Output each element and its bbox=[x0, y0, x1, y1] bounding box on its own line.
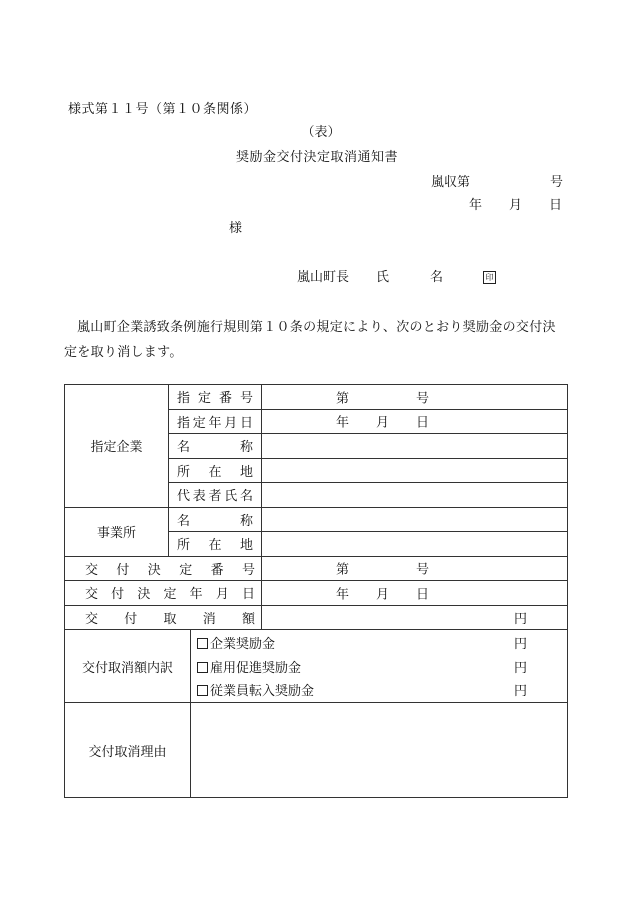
addressee: 様 bbox=[229, 221, 243, 236]
reference-suffix: 号 bbox=[550, 175, 564, 190]
table-row bbox=[65, 605, 568, 630]
reference-number bbox=[431, 176, 563, 189]
body-text: 嵐山町企業誘致条例施行規則第１０条の規定により、次のとおり奨励金の交付決定を取り消します。 bbox=[64, 320, 556, 360]
breakdown-item-unit: 円 bbox=[513, 684, 527, 699]
breakdown-item[interactable] bbox=[191, 654, 567, 678]
reason-value[interactable] bbox=[191, 703, 568, 798]
seal-mark: 印 bbox=[483, 271, 496, 284]
breakdown-item-unit: 円 bbox=[513, 660, 527, 676]
document-title: 奨励金交付決定取消通知書 bbox=[236, 150, 399, 165]
sender-mei: 名 bbox=[430, 270, 444, 285]
office-name-value[interactable] bbox=[262, 507, 568, 532]
breakdown-item[interactable] bbox=[191, 631, 567, 655]
cancel-amount-unit: 円 bbox=[513, 611, 527, 627]
designation-date-value[interactable] bbox=[262, 409, 568, 434]
decision-number-dai: 第 bbox=[336, 562, 350, 578]
office-label: 事業所 bbox=[65, 507, 169, 556]
breakdown-item-label: 従業員転入奨励金 bbox=[210, 684, 315, 699]
breakdown-item[interactable] bbox=[191, 678, 567, 702]
company-address-label: 所在地 bbox=[169, 458, 262, 483]
cancel-amount-label: 交付取消額 bbox=[65, 605, 262, 630]
reference-prefix: 嵐収第 bbox=[431, 175, 471, 190]
reason-label: 交付取消理由 bbox=[65, 703, 191, 798]
side-label: （表） bbox=[301, 125, 341, 140]
company-name-label: 名称 bbox=[169, 434, 262, 459]
designation-number-label: 指定番号 bbox=[169, 385, 262, 410]
date-month: 月 bbox=[509, 198, 523, 213]
date-year: 年 bbox=[469, 198, 483, 213]
breakdown-item-label: 雇用促進奨励金 bbox=[210, 660, 302, 676]
representative-value[interactable] bbox=[262, 483, 568, 508]
table-row bbox=[65, 703, 568, 798]
designation-number-value[interactable] bbox=[262, 385, 568, 410]
decision-date-year: 年 bbox=[336, 587, 350, 603]
notice-table bbox=[64, 384, 568, 798]
designation-date-day: 日 bbox=[416, 415, 430, 431]
decision-date-value[interactable] bbox=[262, 581, 568, 606]
office-address-value[interactable] bbox=[262, 532, 568, 557]
company-name-value[interactable] bbox=[262, 434, 568, 459]
office-name-label: 名称 bbox=[169, 507, 262, 532]
table-row bbox=[65, 581, 568, 606]
decision-date-month: 月 bbox=[376, 587, 390, 603]
decision-number-value[interactable] bbox=[262, 556, 568, 581]
checkbox-icon[interactable] bbox=[197, 662, 208, 673]
designation-number-dai: 第 bbox=[336, 391, 350, 407]
designation-date-month: 月 bbox=[376, 415, 390, 431]
sender-title: 嵐山町長 bbox=[297, 270, 350, 285]
date-day: 日 bbox=[549, 198, 563, 213]
representative-label: 代表者氏名 bbox=[169, 483, 262, 508]
breakdown-items bbox=[191, 630, 568, 703]
checkbox-icon[interactable] bbox=[197, 685, 208, 696]
cancel-amount-value[interactable] bbox=[262, 605, 568, 630]
designated-company-label: 指定企業 bbox=[65, 385, 169, 508]
designation-date-label: 指定年月日 bbox=[169, 409, 262, 434]
designation-number-go: 号 bbox=[416, 391, 430, 407]
table-row bbox=[65, 556, 568, 581]
breakdown-item-unit: 円 bbox=[513, 637, 527, 652]
table-row bbox=[65, 507, 568, 532]
decision-number-label: 交付決定番号 bbox=[65, 556, 262, 581]
table-row bbox=[65, 630, 568, 703]
office-address-label: 所在地 bbox=[169, 532, 262, 557]
company-address-value[interactable] bbox=[262, 458, 568, 483]
decision-date-day: 日 bbox=[416, 587, 430, 603]
decision-date-label: 交付決定年月日 bbox=[65, 581, 262, 606]
breakdown-item-label: 企業奨励金 bbox=[210, 637, 276, 652]
designation-date-year: 年 bbox=[336, 415, 350, 431]
breakdown-label: 交付取消額内訳 bbox=[65, 630, 191, 703]
table-row bbox=[65, 385, 568, 410]
checkbox-icon[interactable] bbox=[197, 638, 208, 649]
form-number: 様式第１１号（第１０条関係） bbox=[68, 102, 258, 117]
decision-number-go: 号 bbox=[416, 562, 430, 578]
sender-shi: 氏 bbox=[376, 270, 390, 285]
